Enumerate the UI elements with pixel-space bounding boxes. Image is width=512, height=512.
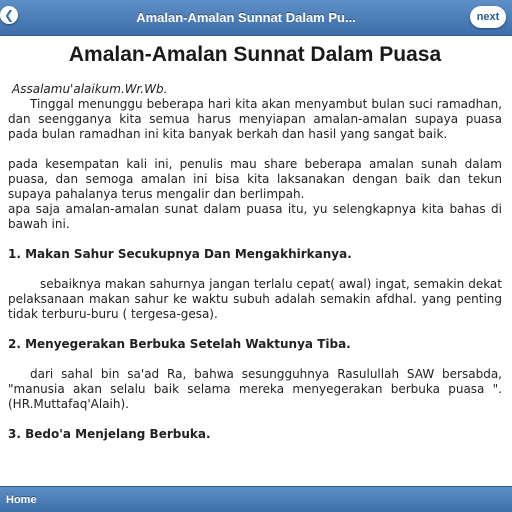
section-1-heading: 1. Makan Sahur Secukupnya Dan Mengakhirkanya. [8,247,352,261]
article-title: Amalan-Amalan Sunnat Dalam Puasa [68,43,442,66]
section-2-body: dari sahal bin sa'ad Ra, bahwa sesungguhnya Rasulullah SAW bersabda, "manusia akan selalu baik selama mereka menyegerakan berbuka puasa ".(HR.Muttafaq'Alaih). [8,367,502,411]
bottom-toolbar [0,486,512,512]
section-3-heading: 3. Bedo'a Menjelang Berbuka. [8,427,211,441]
intro-paragraph: Tinggal menunggu beberapa hari kita akan menyambut bulan suci ramadhan, dan seengganya kita semua harus menyiapan amalan-amalan supaya puasa pada bulan ramadhan ini kita banyak berkah dan hasil yang sangat baik. [8,97,502,141]
greeting-text: Assalamu'alaikum.Wr.Wb. [12,82,168,96]
section-1-body: sebaiknya makan sahurnya jangan terlalu cepat( awal) ingat, semakin dekat pelaksanaan makan sahur ke waktu subuh adalah semakin afdhal. yang penting tidak terburu-buru ( tergesa-gesa). [8,277,502,321]
section-2-heading: 2. Menyegerakan Berbuka Setelah Waktunya Tiba. [8,337,351,351]
page-title: Amalan-Amalan Sunnat Dalam Pu... [136,10,356,25]
top-toolbar [0,0,512,36]
article-content[interactable] [8,36,502,486]
home-button[interactable]: Home [6,494,37,506]
paragraph-3: apa saja amalan-amalan sunat dalam puasa itu, yu selengkapnya kita bahas di bawah ini. [8,202,502,231]
next-button[interactable]: next [470,6,506,28]
back-arrow-icon[interactable]: ❮ [0,6,18,24]
paragraph-2: pada kesempatan kali ini, penulis mau share beberapa amalan sunah dalam puasa, dan semoga amalan ini bisa kita laksanakan dengan baik dan tekun supaya pahalanya terus mengalir dan berlimpah. [8,157,502,201]
